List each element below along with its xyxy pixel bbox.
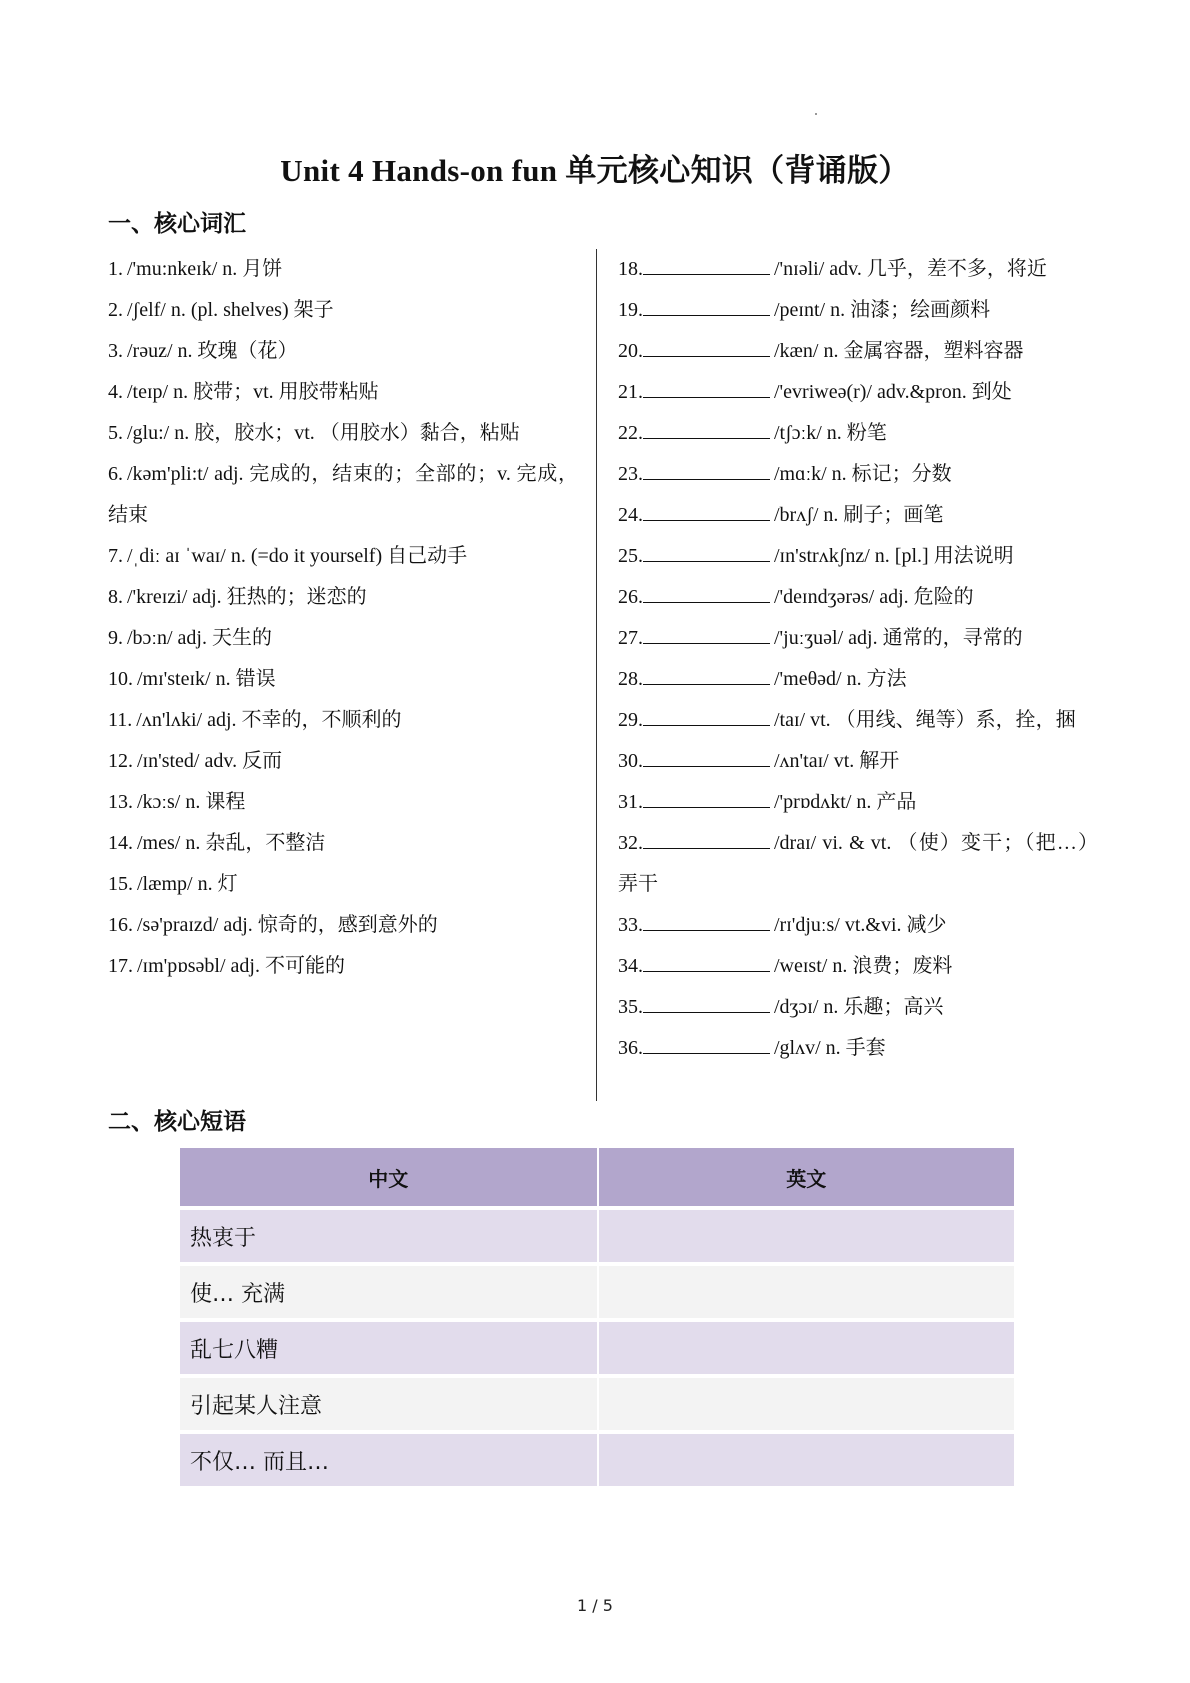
vocab-definition: /'kreɪzi/ adj. 狂热的；迷恋的: [127, 586, 367, 608]
vocab-number: 22.: [618, 422, 643, 444]
answer-blank[interactable]: [643, 1029, 770, 1054]
answer-blank[interactable]: [643, 373, 770, 398]
phrase-chinese: 不仅… 而且…: [180, 1432, 598, 1486]
vocab-definition: /'deɪndʒərəs/ adj. 危险的: [774, 586, 974, 608]
vocab-definition: /glʌv/ n. 手套: [774, 1037, 886, 1059]
vocab-number: 26.: [618, 586, 643, 608]
vocab-definition: /ɪn'sted/ adv. 反而: [137, 750, 283, 772]
answer-blank[interactable]: [643, 742, 770, 767]
column-divider: [596, 249, 597, 1101]
vocab-number: 20.: [618, 340, 643, 362]
vocab-number: 19.: [618, 299, 643, 321]
vocab-entry: [618, 741, 1098, 782]
vocab-entry: [618, 495, 1098, 536]
vocab-number: 4.: [108, 381, 123, 403]
answer-blank[interactable]: [643, 578, 770, 603]
vocab-definition: /ʌn'lʌki/ adj. 不幸的，不顺利的: [136, 709, 402, 731]
page-number: 1 / 5: [577, 1596, 613, 1615]
vocab-column-left: [108, 249, 578, 987]
table-row: [180, 1320, 1015, 1376]
vocab-entry: [108, 331, 578, 372]
vocab-definition: /ˌdiː aɪ ˈwaɪ/ n. (=do it yourself) 自己动手: [127, 545, 468, 567]
vocab-entry: [108, 700, 578, 741]
vocab-definition: /'mu:nkeɪk/ n. 月饼: [127, 258, 283, 280]
vocab-number: 5.: [108, 422, 123, 444]
vocab-number: 16.: [108, 914, 133, 936]
vocab-number: 35.: [618, 996, 643, 1018]
table-row: [180, 1432, 1015, 1486]
answer-blank[interactable]: [643, 537, 770, 562]
page-title: Unit 4 Hands-on fun 单元核心知识（背诵版）: [280, 153, 910, 188]
vocab-number: 34.: [618, 955, 643, 977]
vocab-number: 24.: [618, 504, 643, 526]
phrase-english-answer[interactable]: [598, 1376, 1016, 1432]
phrase-chinese: 热衷于: [180, 1208, 598, 1264]
table-row: [180, 1376, 1015, 1432]
vocab-entry: [108, 659, 578, 700]
answer-blank[interactable]: [643, 250, 770, 275]
vocab-entry: [108, 864, 578, 905]
vocab-entry: [618, 618, 1098, 659]
vocab-definition: /dʒɔɪ/ n. 乐趣；高兴: [774, 996, 944, 1018]
answer-blank[interactable]: [643, 906, 770, 931]
vocab-entry: [108, 905, 578, 946]
vocab-entry: [618, 987, 1098, 1028]
vocab-number: 3.: [108, 340, 123, 362]
vocab-definition: /taɪ/ vt. （用线、绳等）系，拴，捆: [774, 709, 1076, 731]
vocab-number: 31.: [618, 791, 643, 813]
vocab-number: 25.: [618, 545, 643, 567]
vocab-entry: [618, 290, 1098, 331]
answer-blank[interactable]: [643, 824, 770, 849]
vocab-definition: /sə'praɪzd/ adj. 惊奇的，感到意外的: [137, 914, 438, 936]
phrase-english-answer[interactable]: [598, 1264, 1016, 1320]
phrase-chinese: 引起某人注意: [180, 1376, 598, 1432]
vocab-number: 33.: [618, 914, 643, 936]
vocab-entry: [618, 577, 1098, 618]
vocab-number: 10.: [108, 668, 133, 690]
vocab-definition: /bɔːn/ adj. 天生的: [127, 627, 272, 649]
section-heading-phrases: 二、核心短语: [108, 1109, 246, 1135]
phrase-chinese: 乱七八糟: [180, 1320, 598, 1376]
vocab-definition: /tʃɔːk/ n. 粉笔: [774, 422, 887, 444]
answer-blank[interactable]: [643, 414, 770, 439]
vocab-definition: /læmp/ n. 灯: [137, 873, 238, 895]
vocab-entry: [618, 659, 1098, 700]
header-chinese: 中文: [180, 1148, 598, 1208]
answer-blank[interactable]: [643, 332, 770, 357]
vocab-entry: [618, 823, 1098, 905]
phrase-english-answer[interactable]: [598, 1208, 1016, 1264]
vocab-definition: /ɪn'strʌkʃnz/ n. [pl.] 用法说明: [774, 545, 1014, 567]
vocab-number: 14.: [108, 832, 133, 854]
answer-blank[interactable]: [643, 988, 770, 1013]
vocab-definition: /teɪp/ n. 胶带；vt. 用胶带粘贴: [127, 381, 379, 403]
answer-blank[interactable]: [643, 947, 770, 972]
vocab-definition: /kæn/ n. 金属容器，塑料容器: [774, 340, 1024, 362]
vocab-entry: [618, 372, 1098, 413]
vocab-definition: /'nɪəli/ adv. 几乎，差不多，将近: [774, 258, 1047, 280]
vocab-number: 9.: [108, 627, 123, 649]
vocab-definition: /rɪ'djuːs/ vt.&vi. 减少: [774, 914, 947, 936]
vocab-definition: /brʌʃ/ n. 刷子；画笔: [774, 504, 944, 526]
vocab-number: 23.: [618, 463, 643, 485]
vocab-number: 21.: [618, 381, 643, 403]
vocab-number: 2.: [108, 299, 123, 321]
vocab-entry: [618, 536, 1098, 577]
vocab-entry: [108, 618, 578, 659]
vocab-entry: [108, 454, 578, 536]
vocab-definition: /ʃelf/ n. (pl. shelves) 架子: [127, 299, 334, 321]
vocab-entry: [108, 782, 578, 823]
vocab-definition: /'meθəd/ n. 方法: [774, 668, 907, 690]
vocab-entry: [618, 454, 1098, 495]
vocab-number: 17.: [108, 955, 133, 977]
vocab-number: 11.: [108, 709, 133, 731]
vocab-entry: [108, 536, 578, 577]
answer-blank[interactable]: [643, 660, 770, 685]
vocab-definition: /mɑːk/ n. 标记；分数: [774, 463, 952, 485]
vocab-number: 7.: [108, 545, 123, 567]
vocab-definition: /weɪst/ n. 浪费；废料: [774, 955, 953, 977]
vocab-definition: /'prɒdʌkt/ n. 产品: [774, 791, 917, 813]
vocab-number: 28.: [618, 668, 643, 690]
vocab-number: 1.: [108, 258, 123, 280]
vocab-entry: [618, 413, 1098, 454]
vocab-entry: [108, 249, 578, 290]
vocab-number: 32.: [618, 832, 643, 854]
phrase-english-answer[interactable]: [598, 1432, 1016, 1486]
vocab-definition: /mɪ'steɪk/ n. 错误: [137, 668, 276, 690]
vocab-number: 13.: [108, 791, 133, 813]
vocab-column-right: [618, 249, 1098, 1069]
vocab-definition: /draɪ/ vi. & vt. （使）变干；（把…）弄干: [618, 832, 1098, 895]
vocab-number: 8.: [108, 586, 123, 608]
vocab-entry: [618, 331, 1098, 372]
vocab-entry: [108, 741, 578, 782]
answer-blank[interactable]: [643, 496, 770, 521]
vocab-entry: [618, 700, 1098, 741]
vocab-number: 30.: [618, 750, 643, 772]
answer-blank[interactable]: [643, 455, 770, 480]
answer-blank[interactable]: [643, 701, 770, 726]
vocab-entry: [618, 1028, 1098, 1069]
vocab-entry: [108, 290, 578, 331]
phrase-chinese: 使… 充满: [180, 1264, 598, 1320]
vocab-definition: /mes/ n. 杂乱，不整洁: [137, 832, 326, 854]
vocab-entry: [108, 413, 578, 454]
answer-blank[interactable]: [643, 291, 770, 316]
page-speck: [815, 113, 817, 115]
vocab-number: 29.: [618, 709, 643, 731]
vocab-definition: /'evriweə(r)/ adv.&pron. 到处: [774, 381, 1012, 403]
table-row: [180, 1208, 1015, 1264]
vocab-number: 18.: [618, 258, 643, 280]
vocab-entry: [618, 946, 1098, 987]
vocab-entry: [618, 905, 1098, 946]
vocab-entry: [618, 782, 1098, 823]
section-heading-vocabulary: 一、核心词汇: [108, 211, 246, 237]
vocab-entry: [618, 249, 1098, 290]
answer-blank[interactable]: [643, 783, 770, 808]
vocab-definition: /kəm'pli:t/ adj. 完成的，结束的；全部的；v. 完成，结束: [108, 463, 578, 526]
vocab-definition: /rəuz/ n. 玫瑰（花）: [127, 340, 298, 362]
vocab-number: 15.: [108, 873, 133, 895]
phrase-english-answer[interactable]: [598, 1320, 1016, 1376]
vocab-definition: /'juːʒuəl/ adj. 通常的，寻常的: [774, 627, 1023, 649]
vocab-entry: [108, 946, 578, 987]
vocab-definition: /peɪnt/ n. 油漆；绘画颜料: [774, 299, 991, 321]
vocab-definition: /kɔːs/ n. 课程: [137, 791, 246, 813]
vocab-number: 36.: [618, 1037, 643, 1059]
vocab-entry: [108, 577, 578, 618]
header-english: 英文: [598, 1148, 1016, 1208]
vocab-entry: [108, 372, 578, 413]
vocab-number: 27.: [618, 627, 643, 649]
vocab-number: 6.: [108, 463, 123, 485]
vocab-definition: /ɪm'pɒsəbl/ adj. 不可能的: [137, 955, 345, 977]
vocab-entry: [108, 823, 578, 864]
vocab-number: 12.: [108, 750, 133, 772]
phrases-table: [180, 1148, 1016, 1486]
table-header-row: [180, 1148, 1015, 1208]
table-row: [180, 1264, 1015, 1320]
vocab-definition: /ʌn'taɪ/ vt. 解开: [774, 750, 900, 772]
vocab-definition: /glu:/ n. 胶，胶水；vt. （用胶水）黏合，粘贴: [127, 422, 520, 444]
answer-blank[interactable]: [643, 619, 770, 644]
